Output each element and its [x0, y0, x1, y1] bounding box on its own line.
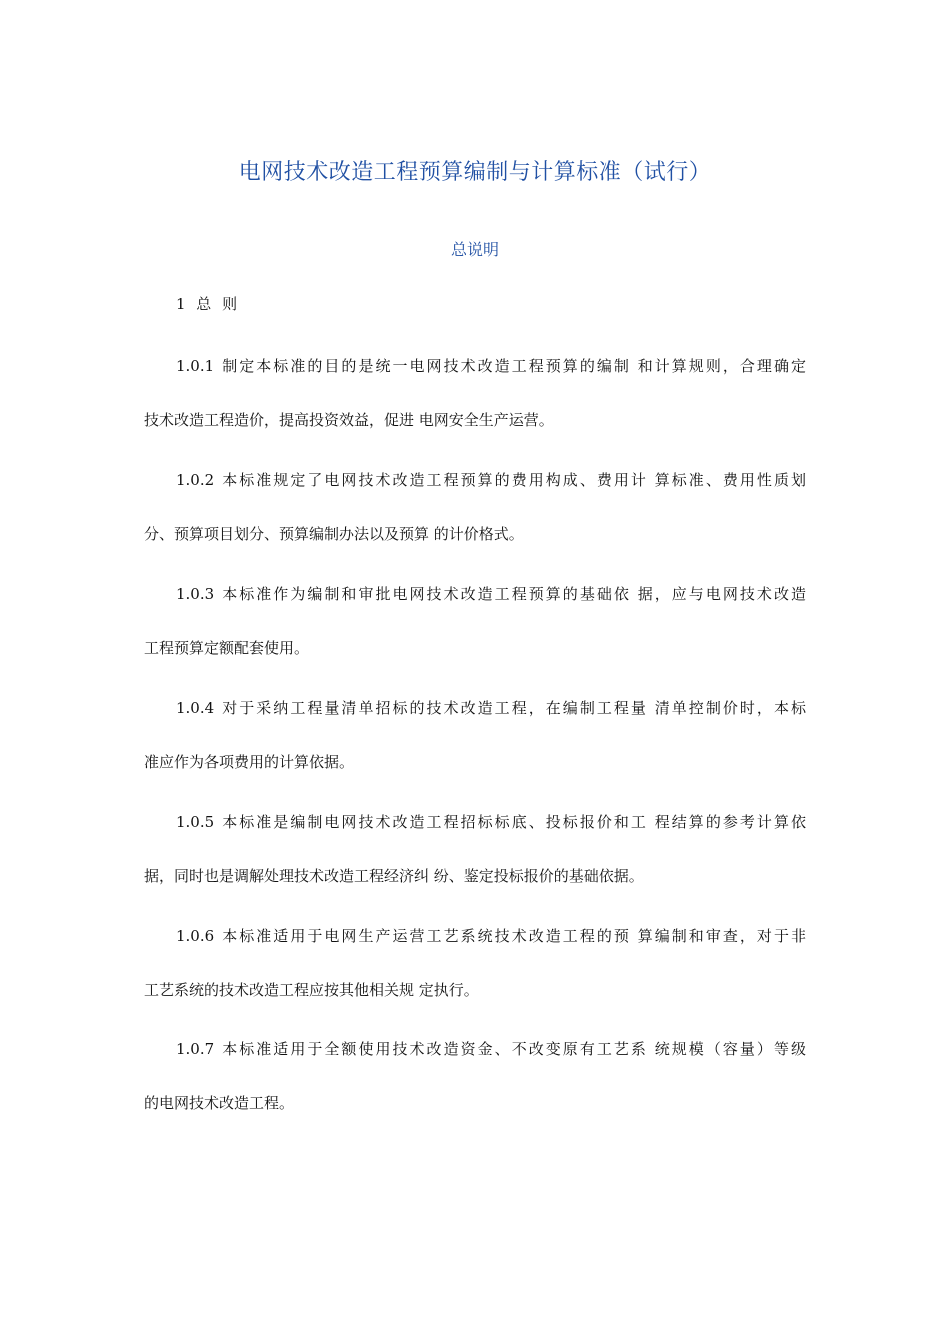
- clause-text: 本标准规定了电网技术改造工程预算的费用构成、费用计 算标准、费用性质划: [220, 471, 806, 489]
- clause-first-line: [144, 811, 806, 865]
- document-title: 电网技术改造工程预算编制与计算标准（试行）: [238, 160, 712, 185]
- clause-first-line: [144, 697, 806, 751]
- clause-1-0-2: [144, 469, 806, 577]
- clause-first-line: [144, 355, 806, 409]
- clause-continuation-line: 分、预算项目划分、预算编制办法以及预算 的计价格式。: [144, 525, 524, 543]
- clause-continuation-line: 工艺系统的技术改造工程应按其他相关规 定执行。: [144, 981, 479, 999]
- clause-continuation-line: 的电网技术改造工程。: [144, 1094, 295, 1112]
- clause-first-line: [144, 925, 806, 979]
- clause-first-line: [144, 583, 806, 637]
- clause-text: 本标准是编制电网技术改造工程招标标底、投标报价和工 程结算的参考计算依: [220, 813, 806, 831]
- clause-1-0-3: [144, 583, 806, 691]
- clause-1-0-4: [144, 697, 806, 805]
- clause-number: 1.0.2: [176, 471, 215, 489]
- clause-text: 本标准作为编制和审批电网技术改造工程预算的基础依 据，应与电网技术改造: [220, 585, 806, 603]
- clause-first-line: [144, 1038, 806, 1092]
- clause-number: 1.0.7: [176, 1040, 215, 1058]
- clause-first-line: [144, 469, 806, 523]
- clause-1-0-5: [144, 811, 806, 919]
- clause-1-0-1: [144, 355, 806, 463]
- clause-continuation-line: 技术改造工程造价，提高投资效益，促进 电网安全生产运营。: [144, 411, 554, 429]
- clause-number: 1.0.4: [176, 699, 215, 717]
- clause-number: 1.0.3: [176, 585, 215, 603]
- clause-number: 1.0.5: [176, 813, 215, 831]
- clause-continuation-line: 工程预算定额配套使用。: [144, 639, 310, 657]
- clause-text: 制定本标准的目的是统一电网技术改造工程预算的编制 和计算规则，合理确定: [220, 357, 806, 375]
- clause-text: 对于采纳工程量清单招标的技术改造工程，在编制工程量 清单控制价时，本标: [220, 699, 806, 717]
- clause-text: 本标准适用于全额使用技术改造资金、不改变原有工艺系 统规模（容量）等级: [220, 1040, 806, 1058]
- clause-continuation-line: 准应作为各项费用的计算依据。: [144, 753, 355, 771]
- document-subtitle: 总说明: [450, 240, 499, 259]
- clause-1-0-7: [144, 1038, 806, 1146]
- clause-1-0-6: [144, 925, 806, 1033]
- clause-continuation-line: 据，同时也是调解处理技术改造工程经济纠 纷、鉴定投标报价的基础依据。: [144, 867, 644, 885]
- clause-text: 本标准适用于电网生产运营工艺系统技术改造工程的预 算编制和审查，对于非: [220, 927, 806, 945]
- section-heading: 1 总 则: [176, 295, 238, 313]
- clause-number: 1.0.1: [176, 357, 215, 375]
- clause-number: 1.0.6: [176, 927, 215, 945]
